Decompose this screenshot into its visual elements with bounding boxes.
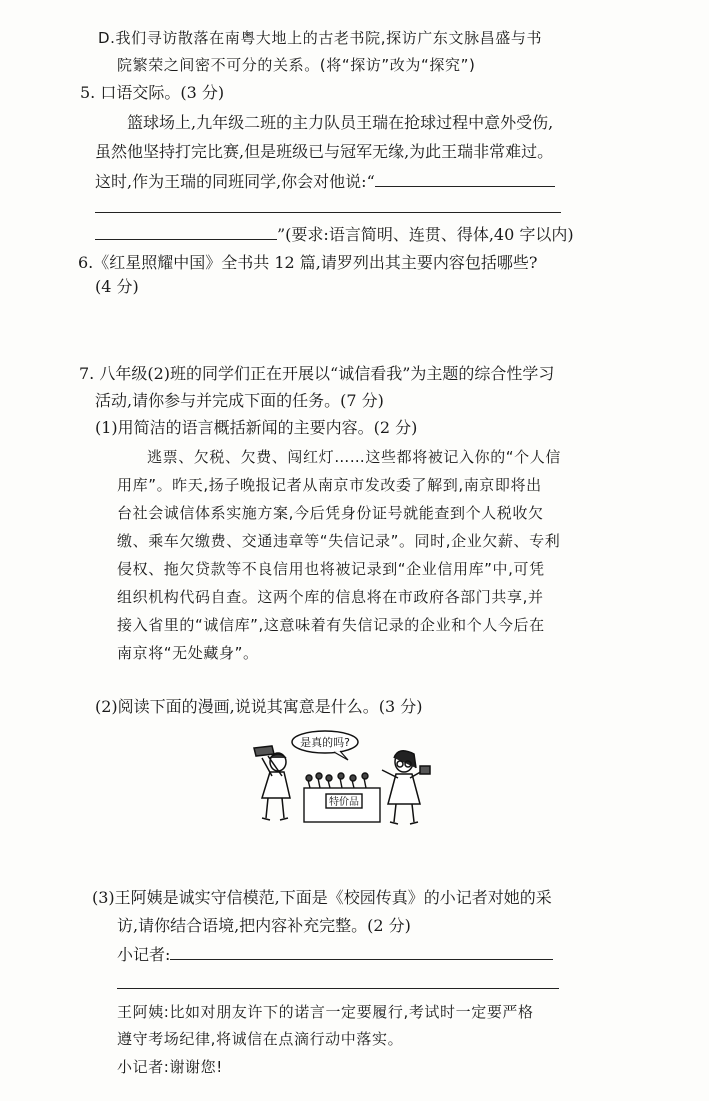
reporter-answer-blank-2[interactable] bbox=[117, 988, 559, 989]
q5-prompt: 这时,作为王瑞的同班同学,你会对他说:“ bbox=[95, 172, 375, 191]
q4-option-d-line1: D.我们寻访散落在南粤大地上的古老书院,探访广东文脉昌盛与书 bbox=[98, 29, 543, 47]
news-line: 缴、乘车欠缴费、交通违章等“失信记录”。同时,企业欠薪、专利 bbox=[117, 532, 561, 550]
reporter-question-line bbox=[117, 943, 553, 966]
aunt-reply-line1: 王阿姨:比如对朋友许下的诺言一定要履行,考试时一定要严格 bbox=[117, 1003, 534, 1021]
right-person-figure bbox=[382, 751, 430, 824]
q7-line2: 活动,请你参与并完成下面的任务。(7 分) bbox=[95, 391, 384, 410]
q7-sub2: (2)阅读下面的漫画,说说其寓意是什么。(3 分) bbox=[95, 697, 423, 716]
q5-answer-blank-3[interactable] bbox=[95, 223, 277, 240]
news-line: 用库”。昨天,扬子晚报记者从南京市发改委了解到,南京即将出 bbox=[117, 476, 542, 494]
speech-bubble bbox=[292, 731, 358, 760]
news-line: 组织机构代码自查。这两个库的信息将在市政府各部门共享,并 bbox=[117, 588, 544, 606]
q5-answer-blank-2[interactable] bbox=[95, 212, 561, 213]
q7-line1: 7. 八年级(2)班的同学们正在开展以“诚信看我”为主题的综合性学习 bbox=[79, 364, 555, 383]
reporter-answer-blank-1[interactable] bbox=[170, 943, 553, 960]
q4-option-d-line2: 院繁荣之间密不可分的关系。(将“探访”改为“探究”) bbox=[117, 56, 476, 74]
q5-paragraph-line1: 篮球场上,九年级二班的主力队员王瑞在抢球过程中意外受伤, bbox=[127, 113, 554, 132]
q7-sub1: (1)用简洁的语言概括新闻的主要内容。(2 分) bbox=[95, 418, 418, 437]
q5-paragraph-line3 bbox=[95, 170, 555, 193]
news-line: 南京将“无处藏身”。 bbox=[117, 644, 259, 662]
reporter-thanks: 小记者:谢谢您! bbox=[117, 1058, 223, 1076]
news-line: 台社会诚信体系实施方案,今后凭身份证号就能查到个人税收欠 bbox=[117, 504, 544, 522]
q6-line2: (4 分) bbox=[95, 277, 139, 296]
aunt-reply-line2: 遵守考场纪律,将诚信在点滴行动中落实。 bbox=[117, 1030, 404, 1048]
news-line: 侵权、拖欠贷款等不良信用也将被记录到“企业信用库”中,可凭 bbox=[117, 560, 545, 578]
q5-requirement-line bbox=[95, 223, 574, 246]
q5-requirement: ”(要求:语言简明、连贯、得体,40 字以内) bbox=[277, 225, 574, 244]
news-line: 逃票、欠税、欠费、闯红灯……这些都将被记入你的“个人信 bbox=[147, 448, 561, 466]
sale-sign-text: 特价品 bbox=[329, 797, 359, 808]
left-person-figure bbox=[254, 746, 290, 820]
q7-sub3-line2: 访,请你结合语境,把内容补充完整。(2 分) bbox=[117, 916, 411, 935]
q7-sub3-line1: (3)王阿姨是诚实守信模范,下面是《校园传真》的小记者对她的采 bbox=[92, 888, 552, 907]
q5-title: 5. 口语交际。(3 分) bbox=[80, 83, 225, 102]
q5-answer-blank-1[interactable] bbox=[375, 170, 555, 187]
q5-paragraph-line2: 虽然他坚持打完比赛,但是班级已与冠军无缘,为此王瑞非常难过。 bbox=[95, 142, 554, 161]
cartoon-illustration bbox=[248, 728, 444, 828]
news-line: 接入省里的“诚信库”,这意味着有失信记录的企业和个人今后在 bbox=[117, 616, 545, 634]
q6-line1: 6.《红星照耀中国》全书共 12 篇,请罗列出其主要内容包括哪些? bbox=[78, 253, 538, 272]
goods-table bbox=[304, 773, 380, 822]
speech-bubble-text: 是真的吗? bbox=[300, 736, 350, 749]
reporter-label: 小记者: bbox=[117, 945, 171, 964]
